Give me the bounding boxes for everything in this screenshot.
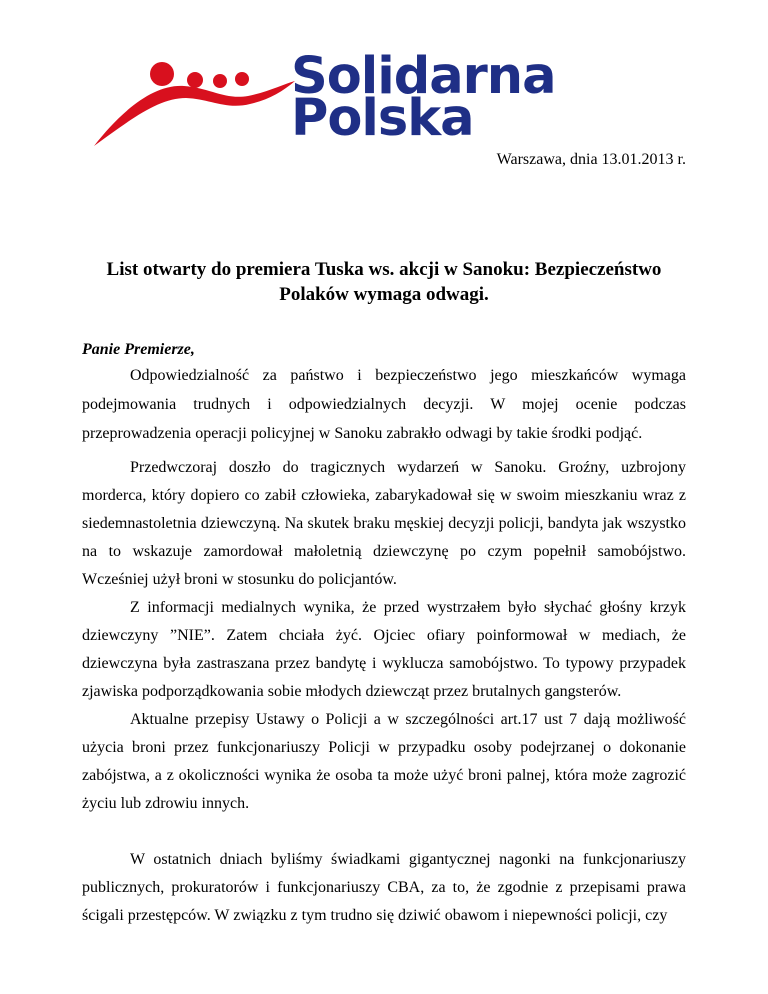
paragraph-text: Odpowiedzialność za państwo i bezpieczeństwo jego mieszkańców wymaga podejmowania trudnych i odpowiedzialnych decyzji. W mojej ocenie podczas przeprowadzenia operacji policyjnej w Sanoku zabrakło odwagi by takie środki podjąć. — [82, 367, 686, 442]
logo-people-mark — [92, 54, 297, 148]
date-line: Warszawa, dnia 13.01.2013 r. — [496, 151, 686, 168]
paragraph — [82, 846, 686, 930]
letter-title: List otwarty do premiera Tuska ws. akcji w Sanoku: Bezpieczeństwo Polaków wymaga odwagi. — [106, 259, 662, 305]
logo-head-medium — [187, 72, 203, 88]
logo-wordmark-line-2: Polska — [291, 89, 474, 148]
logo — [92, 48, 632, 148]
paragraph-text: Z informacji medialnych wynika, że przed wystrzałem było słychać głośny krzyk dziewczyny ”NIE”. Zatem chciała żyć. Ojciec ofiary poinformował w mediach, że dziewczyna była zastraszana przez bandytę i wyklucza samobójstwo. To typowy przypadek zjawiska podporządkowania sobie młodych dziewcząt przez brutalnych gangsterów. — [82, 599, 686, 700]
paragraph — [82, 594, 686, 706]
logo-wordmark-line-1: Solidarna — [291, 47, 556, 106]
paragraph-text: W ostatnich dniach byliśmy świadkami gigantycznej nagonki na funkcjonariuszy publicznych, prokuratorów i funkcjonariuszy CBA, za to, że zgodnie z przepisami prawa ścigali przestępców. W związku z tym trudno się dziwić obawom i niepewności policji, czy — [82, 851, 686, 924]
paragraph-text: Aktualne przepisy Ustawy o Policji a w szczególności art.17 ust 7 dają możliwość użycia broni przez funkcjonariuszy Policji w przypadku osoby podejrzanej o dokonanie zabójstwa, a z okoliczności wynika że osoba ta może użyć broni palnej, która może zagrozić życiu lub zdrowiu innych. — [82, 711, 686, 812]
logo-head-small — [213, 74, 227, 88]
salutation: Panie Premierze, — [82, 341, 195, 358]
paragraph — [82, 361, 686, 448]
logo-red-swoosh — [94, 81, 295, 146]
paragraph — [82, 454, 686, 594]
paragraph — [82, 706, 686, 818]
logo-head-smallest — [235, 72, 249, 86]
paragraph-text: Przedwczoraj doszło do tragicznych wydarzeń w Sanoku. Groźny, uzbrojony morderca, który dopiero co zabił człowieka, zabarykadował się w swoim mieszkaniu wraz z siedemnastoletnia dziewczyną. Na skutek braku męskiej decyzji policji, bandyta jak wszystko na to wskazuje zamordował małoletnią dziewczynę po czym popełnił samobójstwo. Wcześniej użył broni w stosunku do policjantów. — [82, 459, 686, 588]
logo-head-large — [150, 62, 174, 86]
